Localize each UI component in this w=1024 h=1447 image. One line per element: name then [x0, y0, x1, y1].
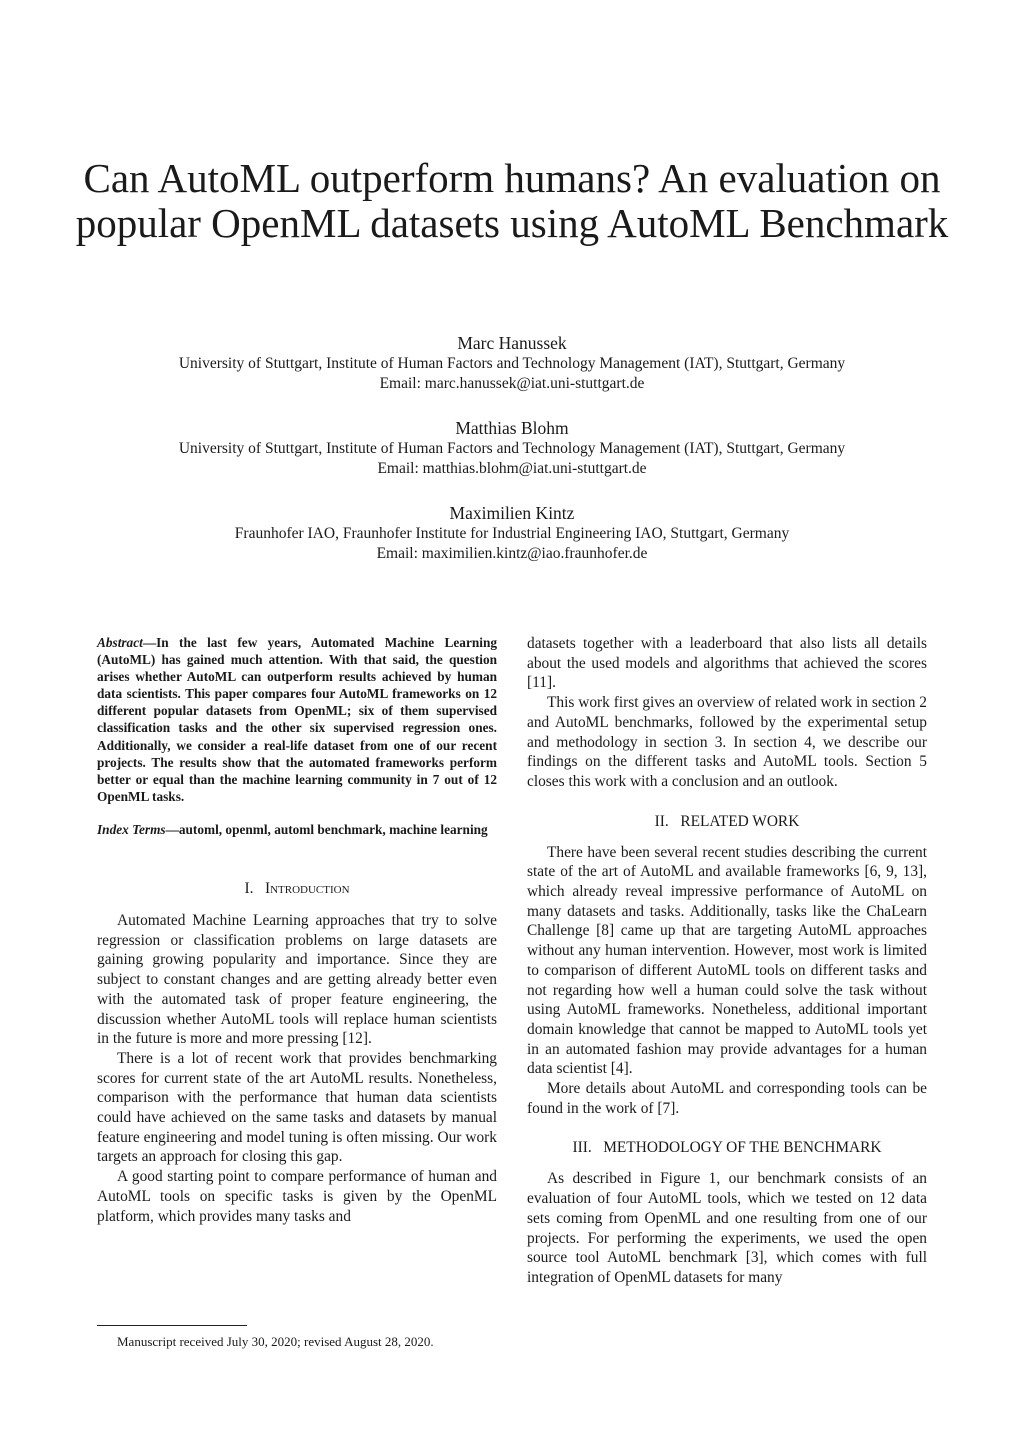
footnote: Manuscript received July 30, 2020; revised August 28, 2020. [117, 1334, 434, 1349]
paper-title: Can AutoML outperform humans? An evaluation on popular OpenML datasets using AutoML Benchmark [75, 155, 949, 246]
index-terms-text: automl, openml, automl benchmark, machine learning [178, 821, 488, 837]
paragraph: Automated Machine Learning approaches that try to solve regression or classification problems on large datasets are gaining growing popularity and importance. Since they are subject to constant changes and are getting already better even with the automated task of proper feature engineering, the discussion whether AutoML tools will replace human scientists in the future is more and more pressing [12]. [97, 912, 497, 1048]
author-affiliation: University of Stuttgart, Institute of Human Factors and Technology Management (IAT), Stuttgart, Germany [178, 440, 846, 457]
section-title: METHODOLOGY OF THE BENCHMARK [603, 1139, 882, 1157]
section-number: II. [654, 812, 669, 830]
footnote-divider [97, 1325, 247, 1326]
author-name: Marc Hanussek [457, 333, 567, 353]
abstract-text: In the last few years, Automated Machine Learning (AutoML) has gained much attention. With that said, the question arises whether AutoML can outperform results achieved by human data scientists. This paper compares four AutoML frameworks on 12 different popular datasets from OpenML; six of them supervised classification tasks and the other six supervised regression ones. Additionally, we consider a real-life dataset from one of our recent projects. The results show that the automated frameworks perform better or equal than the machine learning community in 7 out of 12 OpenML tasks. [97, 635, 497, 804]
paragraph: There have been several recent studies describing the current state of the art of AutoML and available frameworks [6, 9, 13], which already reveal impressive performance of AutoML on many datasets and tasks. Additionally, tasks like the ChaLearn Challenge [8] came up that are targeting AutoML approaches without any human intervention. However, most work is limited to comparison of different AutoML tools on different tasks and not regarding how well a human could solve the task without using AutoML frameworks. Nonetheless, additional important domain knowledge that cannot be mapped to AutoML tools yet in an automated fashion may provide advantages for a human data scientist [4]. [527, 843, 927, 1078]
author-block [60, 502, 964, 564]
left-column [97, 634, 497, 1226]
paragraph: There is a lot of recent work that provides benchmarking scores for current state of the art AutoML results. Nonetheless, comparison with the performance that human data scientists could have achieved on the same tasks and datasets by manual feature engineering and model tuning is often missing. Our work targets an approach for closing this gap. [97, 1049, 497, 1166]
author-affiliation: Fraunhofer IAO, Fraunhofer Institute for Industrial Engineering IAO, Stuttgart, Germany [234, 525, 790, 542]
right-column [527, 634, 927, 1288]
section-title: Introduction [264, 880, 350, 898]
author-email: Email: matthias.blohm@iat.uni-stuttgart.de [377, 460, 647, 477]
section-title: RELATED WORK [680, 812, 800, 830]
section-heading-introduction [97, 879, 497, 899]
paragraph: A good starting point to compare performance of human and AutoML tools on specific tasks is given by the OpenML platform, which provides many tasks and [97, 1168, 497, 1225]
index-terms-dash: — [165, 821, 179, 837]
section-number: III. [572, 1139, 592, 1157]
section-heading-methodology [527, 1138, 927, 1158]
author-email: Email: maximilien.kintz@iao.fraunhofer.de [376, 545, 648, 562]
author-block [60, 417, 964, 479]
author-affiliation: University of Stuttgart, Institute of Human Factors and Technology Management (IAT), Stuttgart, Germany [178, 355, 846, 372]
section-heading-related-work [527, 812, 927, 832]
paragraph-continuation: datasets together with a leaderboard that also lists all details about the used models and algorithms that achieved the scores [11]. [527, 635, 927, 692]
author-name: Matthias Blohm [455, 418, 569, 438]
author-list [60, 332, 964, 587]
index-terms-label: Index Terms [97, 821, 166, 837]
section-number: I. [244, 880, 254, 898]
paragraph: More details about AutoML and corresponding tools can be found in the work of [7]. [527, 1080, 927, 1117]
index-terms [97, 821, 497, 838]
abstract-label: Abstract [97, 635, 143, 650]
abstract-dash: — [142, 635, 157, 650]
abstract [97, 634, 497, 805]
author-email: Email: marc.hanussek@iat.uni-stuttgart.de [379, 375, 645, 392]
author-block [60, 332, 964, 394]
author-name: Maximilien Kintz [449, 503, 575, 523]
paragraph: As described in Figure 1, our benchmark consists of an evaluation of four AutoML tools, which we tested on 12 data sets coming from OpenML and one resulting from one of our projects. For performing the experiments, we used the open source tool AutoML benchmark [3], which comes with full integration of OpenML datasets for many [527, 1170, 927, 1286]
paragraph: This work first gives an overview of related work in section 2 and AutoML benchmarks, followed by the experimental setup and methodology in section 3. In section 4, we describe our findings on the different tasks and AutoML tools. Section 5 closes this work with a conclusion and an outlook. [527, 694, 927, 790]
